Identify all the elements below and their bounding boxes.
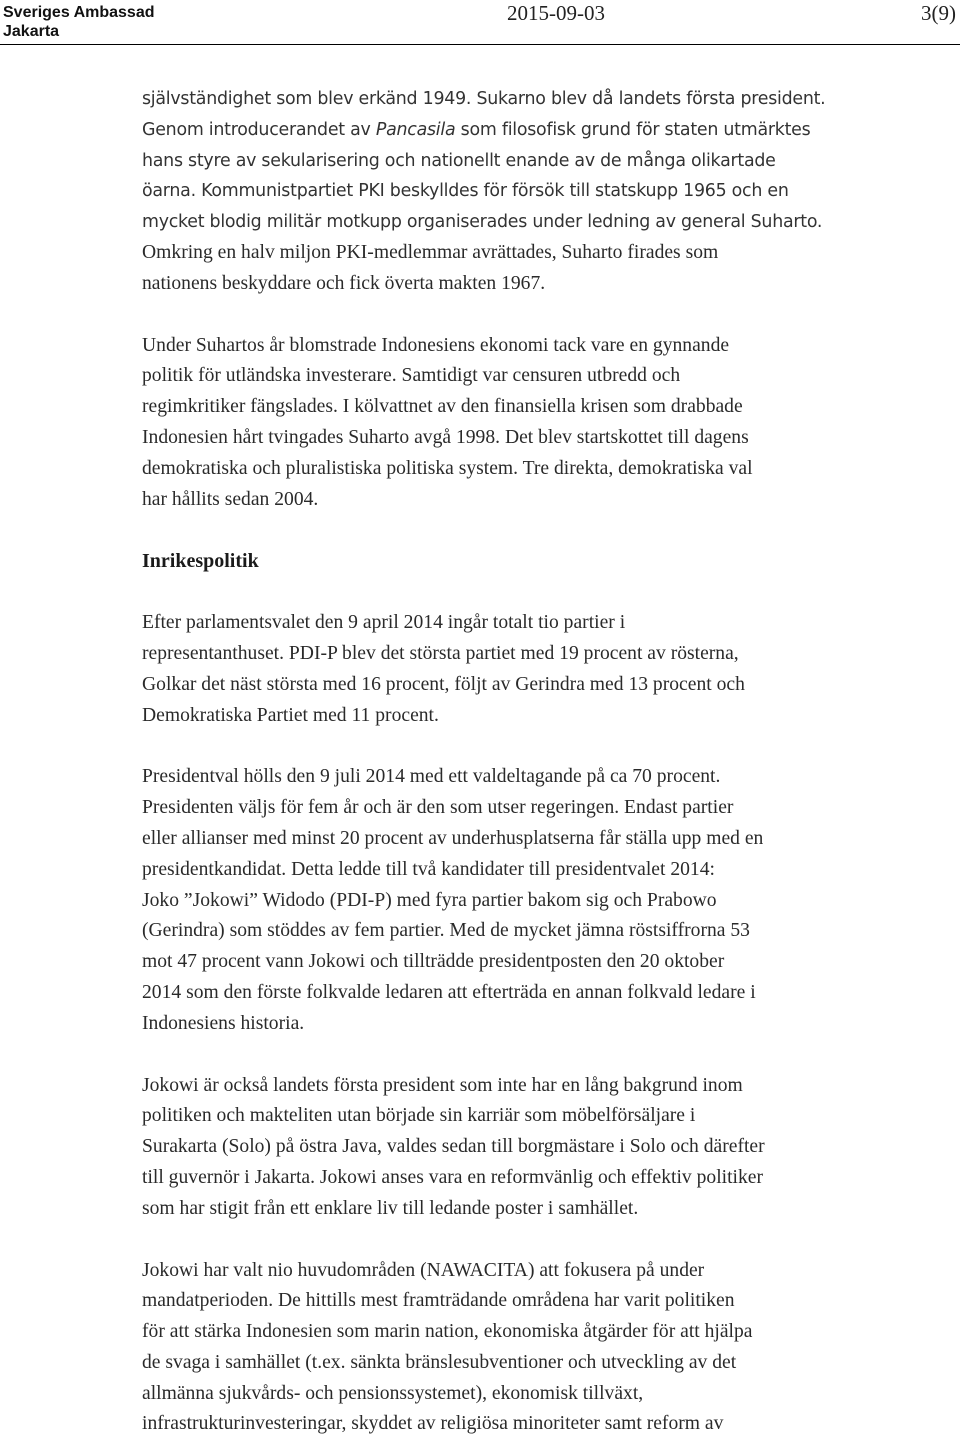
text-line: 2014 som den förste folkvalde ledaren att efterträda en annan folkvald ledare i <box>142 981 756 1003</box>
text-line: politiken och makteliten utan började sin karriär som möbelförsäljare i <box>142 1105 696 1127</box>
text-line: Surakarta (Solo) på östra Java, valdes sedan till borgmästare i Solo och därefter <box>142 1136 765 1158</box>
text-line: Golkar det näst största med 16 procent, följt av Gerindra med 13 procent och <box>142 673 745 695</box>
document-body <box>142 84 862 1440</box>
text-line: mycket blodig militär motkupp organiserades under ledning av general Suharto. <box>142 212 823 233</box>
text-line: Jokowi är också landets första president som inte har en lång bakgrund inom <box>142 1074 743 1096</box>
section-heading: Inrikespolitik <box>142 550 259 573</box>
text-line: demokratiska och pluralistiska politiska system. Tre direkta, demokratiska val <box>142 457 753 479</box>
embassy-name-line2: Jakarta <box>3 23 60 40</box>
text-line: (Gerindra) som stöddes av fem partier. Med de mycket jämna röstsiffrorna 53 <box>142 920 750 942</box>
text-line: för att stärka Indonesien som marin nation, ekonomiska åtgärder för att hjälpa <box>142 1321 753 1343</box>
embassy-name <box>3 3 154 41</box>
text-line: Joko ”Jokowi” Widodo (PDI-P) med fyra partier bakom sig och Prabowo <box>142 889 717 911</box>
text-line: självständighet som blev erkänd 1949. Sukarno blev då landets första president. <box>142 89 826 109</box>
text-line: hans styre av sekularisering och nationellt enande av de många olikartade <box>142 150 776 171</box>
text-line: representanthuset. PDI-P blev det största partiet med 19 procent av rösterna, <box>142 642 739 664</box>
text-line: Demokratiska Partiet med 11 procent. <box>142 704 439 726</box>
document-date: 2015-09-03 <box>507 1 605 25</box>
text-line: Indonesien hårt tvingades Suharto avgå 1998. Det blev startskottet till dagens <box>142 426 749 448</box>
embassy-name-line1: Sveriges Ambassad <box>3 4 155 21</box>
paragraph-jokowi-background <box>142 1071 862 1225</box>
text-fragment: som filosofisk grund för staten utmärktes <box>460 119 811 140</box>
text-line: allmänna sjukvårds- och pensionssystemet), ekonomisk tillväxt, <box>142 1382 644 1404</box>
text-fragment: Genom introducerandet av <box>142 119 371 140</box>
paragraph-suharto <box>142 331 862 516</box>
text-line: Jokowi har valt nio huvudområden (NAWACITA) att fokusera på under <box>142 1259 705 1281</box>
paragraph-parliament <box>142 608 862 731</box>
text-line: regimkritiker fängslades. I kölvattnet av den finansiella krisen som drabbade <box>142 396 743 418</box>
text-line: öarna. Kommunistpartiet PKI beskylldes för försök till statskupp 1965 och en <box>142 181 789 202</box>
paragraph-nawacita <box>142 1256 862 1441</box>
text-line: infrastrukturinvesteringar, skyddet av religiösa minoriteter samt reform av <box>142 1413 724 1435</box>
emphasis-term: Pancasila <box>375 119 456 140</box>
text-line: Presidenten väljs för fem år och är den som utser regeringen. Endast partier <box>142 797 734 819</box>
text-line: Omkring en halv miljon PKI-medlemmar avrättades, Suharto firades som <box>142 241 719 263</box>
header-divider <box>0 44 960 45</box>
text-line: har hållits sedan 2004. <box>142 488 319 510</box>
text-line: till guvernör i Jakarta. Jokowi anses vara en reformvänlig och effektiv politiker <box>142 1166 764 1188</box>
text-line: eller allianser med minst 20 procent av underhusplatserna får ställa upp med en <box>142 827 764 849</box>
text-line: Presidentval hölls den 9 juli 2014 med ett valdeltagande på ca 70 procent. <box>142 766 721 788</box>
text-line: politik för utländska investerare. Samtidigt var censuren utbredd och <box>142 365 681 387</box>
text-line <box>142 115 862 146</box>
page-header <box>0 0 960 46</box>
text-line: Efter parlamentsvalet den 9 april 2014 ingår totalt tio partier i <box>142 612 626 634</box>
text-line: presidentkandidat. Detta ledde till två kandidater till presidentvalet 2014: <box>142 858 715 880</box>
paragraph-history <box>142 84 862 300</box>
text-line: nationens beskyddare och fick överta makten 1967. <box>142 272 546 294</box>
text-line: som har stigit från ett enklare liv till ledande poster i samhället. <box>142 1197 639 1219</box>
page-number: 3(9) <box>921 1 956 25</box>
text-line: mot 47 procent vann Jokowi och tillträdde presidentposten den 20 oktober <box>142 951 725 973</box>
text-line: mandatperioden. De hittills mest framträdande områdena har varit politiken <box>142 1290 735 1312</box>
text-line: Indonesiens historia. <box>142 1012 305 1034</box>
paragraph-presidential-election <box>142 762 862 1039</box>
text-line: Under Suhartos år blomstrade Indonesiens ekonomi tack vare en gynnande <box>142 334 730 356</box>
text-line: de svaga i samhället (t.ex. sänkta bränslesubventioner och utveckling av det <box>142 1351 737 1373</box>
